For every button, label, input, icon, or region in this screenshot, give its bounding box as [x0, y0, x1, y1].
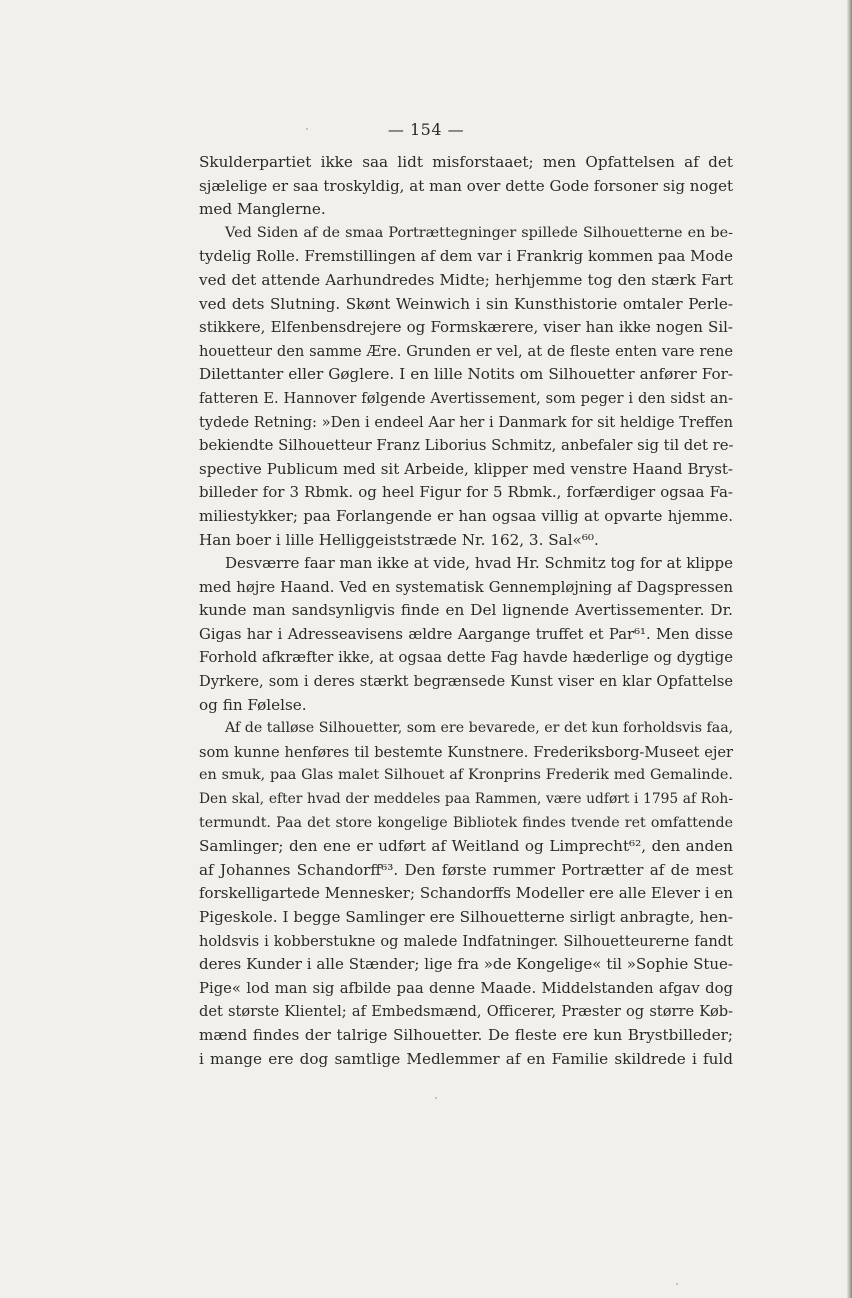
text-line: ved dets Slutning. Skønt Weinwich i sin Kunsthistorie omtaler Perle- — [199, 294, 733, 313]
text-line: Pigeskole. I begge Samlinger ere Silhouetterne sirligt anbragte, hen- — [199, 908, 733, 926]
text-line: Pige« lod man sig afbilde paa denne Maade. Middelstanden afgav dog — [199, 979, 733, 997]
text-line: holdsvis i kobberstukne og malede Indfatninger. Silhouetteurerne fandt — [199, 932, 733, 950]
text-line: som kunne henføres til bestemte Kunstnere. Frederiksborg-Museet ejer — [199, 743, 733, 761]
text-line: Desværre faar man ikke at vide, hvad Hr. Schmitz tog for at klippe — [225, 554, 733, 573]
text-line: bekiendte Silhouetteur Franz Liborius Schmitz, anbefaler sig til det re- — [199, 437, 734, 455]
text-line: Dyrkere, som i deres stærkt begrænsede Kunst viser en klar Opfattelse — [199, 673, 733, 691]
text-line: og fin Følelse. — [199, 695, 307, 714]
text-line: Forhold afkræfter ikke, at ogsaa dette Fag havde hæderlige og dygtige — [199, 649, 733, 667]
text-line: af Johannes Schandorff⁶³. Den første rummer Portrætter af de mest — [199, 860, 733, 879]
text-line: Skulderpartiet ikke saa lidt misforstaaet; men Opfattelsen af det — [199, 153, 733, 171]
text-line: med Manglerne. — [199, 200, 326, 219]
page-number: — 154 — — [387, 120, 465, 139]
text-line: Dilettanter eller Gøglere. I en lille Notits om Silhouetter anfører For- — [199, 365, 733, 384]
text-line: med højre Haand. Ved en systematisk Gennempløjning af Dagspressen — [199, 578, 733, 596]
text-line: Den skal, efter hvad der meddeles paa Rammen, være udført i 1795 af Roh- — [199, 791, 733, 808]
body-text — [199, 151, 733, 1071]
text-line: houetteur den samme Ære. Grunden er vel, at de fleste enten vare rene — [199, 342, 733, 360]
text-line: termundt. Paa det store kongelige Bibliotek findes tvende ret omfattende — [199, 814, 733, 831]
text-line: i mange ere dog samtlige Medlemmer af en Familie skildrede i fuld — [199, 1049, 733, 1068]
text-line: spective Publicum med sit Arbeide, klipper med venstre Haand Bryst- — [199, 459, 733, 478]
text-line: en smuk, paa Glas malet Silhouet af Kronprins Frederik med Gemalinde. — [199, 767, 733, 784]
text-line: tydede Retning: »Den i endeel Aar her i Danmark for sit heldige Treffen — [199, 413, 733, 431]
text-line: ved det attende Aarhundredes Midte; herhjemme tog den stærk Fart — [199, 270, 733, 289]
text-line: Samlinger; den ene er udført af Weitland og Limprecht⁶², den anden — [199, 837, 733, 856]
text-line: deres Kunder i alle Stænder; lige fra »de Kongelige« til »Sophie Stue- — [199, 955, 733, 974]
text-line: stikkere, Elfenbensdrejere og Formskærere, viser han ikke nogen Sil- — [199, 318, 733, 337]
paper-speck — [306, 128, 308, 130]
text-line: forskelligartede Mennesker; Schandorffs Modeller ere alle Elever i en — [199, 884, 733, 903]
text-line: billeder for 3 Rbmk. og heel Figur for 5 Rbmk., forfærdiger ogsaa Fa- — [199, 483, 733, 502]
text-line: Gigas har i Adresseavisens ældre Aargange truffet et Par⁶¹. Men disse — [199, 625, 733, 643]
text-line: kunde man sandsynligvis finde en Del lignende Avertissementer. Dr. — [199, 601, 733, 620]
text-line: fatteren E. Hannover følgende Avertissement, som peger i den sidst an- — [199, 389, 733, 407]
paper-speck — [435, 1097, 437, 1099]
text-line: mænd findes der talrige Silhouetter. De fleste ere kun Brystbilleder; — [199, 1025, 733, 1044]
text-line: tydelig Rolle. Fremstillingen af dem var i Frankrig kommen paa Mode — [199, 247, 733, 266]
text-line: sjælelige er saa troskyldig, at man over dette Gode forsoner sig noget — [199, 176, 733, 195]
text-line: miliestykker; paa Forlangende er han ogsaa villig at opvarte hjemme. — [199, 506, 733, 525]
text-line: Af de talløse Silhouetter, som ere bevarede, er det kun forholdsvis faa, — [225, 720, 734, 737]
text-line: Han boer i lille Helliggeiststræde Nr. 162, 3. Sal«⁶⁰. — [199, 530, 599, 549]
paper-speck — [676, 1283, 678, 1285]
text-line: det største Klientel; af Embedsmænd, Officerer, Præster og større Køb- — [199, 1003, 733, 1021]
page-edge-shadow — [847, 0, 852, 1298]
text-line: Ved Siden af de smaa Portrættegninger spillede Silhouetterne en be- — [225, 224, 733, 241]
